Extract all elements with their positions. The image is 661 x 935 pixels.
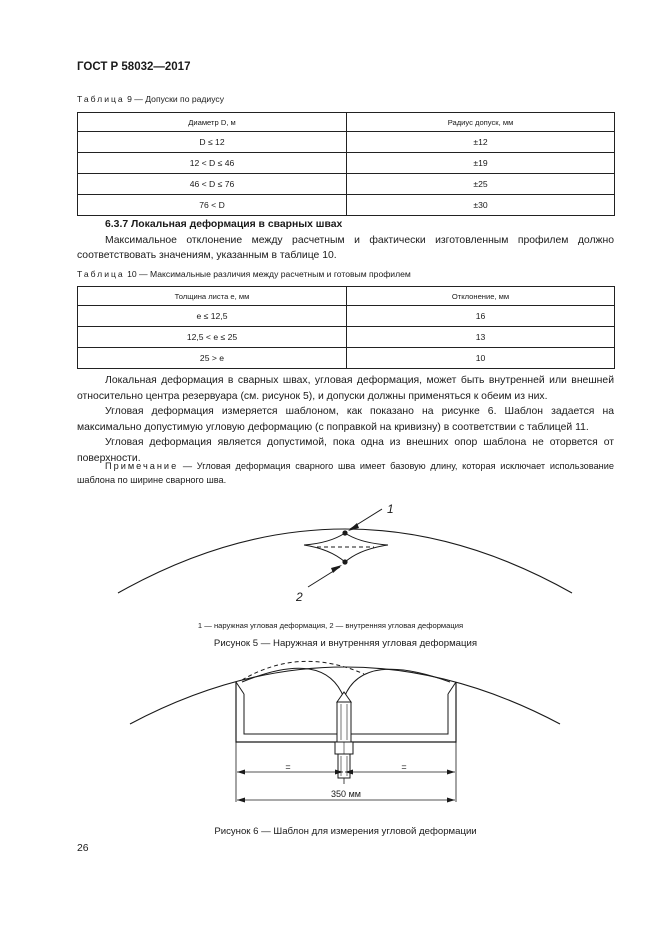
dimension-arrow	[237, 798, 245, 803]
inner-deformation-curve	[304, 545, 388, 562]
figure5-legend: 1 — наружная угловая деформация, 2 — внутренняя угловая деформация	[197, 621, 464, 630]
figure5-drawing	[0, 495, 661, 615]
section-block	[77, 217, 614, 264]
section-heading: 6.3.7 Локальная деформация в сварных швах	[105, 219, 343, 230]
pin-shaft	[338, 754, 350, 778]
table10-caption-word: Таблица	[77, 269, 125, 279]
figure5-label-1: 1	[387, 502, 394, 516]
table9-header-row	[78, 113, 615, 132]
note-word: Примечание	[105, 461, 179, 471]
section-paragraph: Максимальное отклонение между расчетным и фактически изготовленным профилем должно соответствовать значениям, указанным в таблице 10.	[77, 234, 614, 262]
dimension-equal-right: =	[401, 762, 407, 772]
dimension-arrow	[447, 770, 455, 775]
table10-header-row	[78, 287, 615, 306]
pin-tip	[337, 692, 351, 702]
table9-col1-header: Диаметр D, м	[78, 113, 347, 132]
table-row	[78, 348, 615, 369]
table-cell: ±30	[347, 195, 615, 216]
paragraph: Угловая деформация измеряется шаблоном, как показано на рисунке 6. Шаблон задается на максимально допустимую угловую деформацию (с поправкой на кривизну) в соответствии с таблицей 11.	[77, 406, 614, 433]
table10-col1-header: Толщина листа e, мм	[78, 287, 347, 306]
table-cell: 16	[347, 306, 615, 327]
paragraph: Угловая деформация является допустимой, пока одна из внешних опор шаблона не оторвется от поверхности.	[77, 437, 614, 464]
table-row	[78, 153, 615, 174]
table-cell: 46 < D ≤ 76	[78, 174, 347, 195]
table-cell: 12 < D ≤ 46	[78, 153, 347, 174]
table-cell: 76 < D	[78, 195, 347, 216]
standard-header: ГОСТ Р 58032—2017	[77, 61, 191, 73]
note	[77, 459, 614, 487]
table-row	[78, 306, 615, 327]
dimension-350-label: 350 мм	[331, 789, 361, 799]
theoretical-profile-dashed	[242, 661, 364, 680]
arrowhead-1	[348, 523, 359, 531]
table10-col2-header: Отклонение, мм	[347, 287, 615, 306]
dimension-equal-left: =	[285, 762, 291, 772]
dimension-arrow	[237, 770, 245, 775]
table-cell: D ≤ 12	[78, 132, 347, 153]
table10	[77, 286, 615, 369]
center-pin	[337, 702, 351, 742]
table-row	[78, 132, 615, 153]
table9-caption	[77, 94, 224, 104]
right-deformed-curve	[344, 669, 450, 698]
table-cell: 25 > e	[78, 348, 347, 369]
left-support-tip	[236, 682, 244, 694]
table-cell: 12,5 < e ≤ 25	[78, 327, 347, 348]
table9-caption-text: 9 — Допуски по радиусу	[127, 94, 225, 104]
note-text: — Угловая деформация сварного шва имеет базовую длину, которая исключает использование шаблона по ширине сварного шва.	[77, 461, 614, 485]
table9-col2-header: Радиус допуск, мм	[347, 113, 615, 132]
table-row	[78, 174, 615, 195]
table-row	[78, 327, 615, 348]
outer-deformation-point	[342, 530, 347, 535]
figure5-caption: Рисунок 5 — Наружная и внутренняя угловая деформация	[213, 638, 478, 649]
table10-caption-text: 10 — Максимальные различия между расчетным и готовым профилем	[127, 269, 411, 279]
right-support-tip	[448, 682, 456, 694]
figure6-drawing	[0, 660, 661, 810]
table-cell: 13	[347, 327, 615, 348]
table-cell: ±12	[347, 132, 615, 153]
table-cell: e ≤ 12,5	[78, 306, 347, 327]
table9-caption-word: Таблица	[77, 94, 125, 104]
table10-caption	[77, 269, 411, 279]
arrowhead-2	[331, 565, 342, 573]
body-text	[77, 373, 614, 467]
table-cell: ±19	[347, 153, 615, 174]
paragraph: Локальная деформация в сварных швах, угловая деформация, может быть внутренней или внешней относительно центра резервуара (см. рисунок 5), и допуски должны применяться к обеим из них.	[77, 375, 614, 402]
left-deformed-curve	[242, 668, 344, 698]
table9	[77, 112, 615, 216]
figure5-label-2: 2	[296, 590, 303, 604]
page-number: 26	[77, 843, 89, 854]
inner-deformation-point	[342, 559, 347, 564]
dimension-arrow	[447, 798, 455, 803]
figure6-caption: Рисунок 6 — Шаблон для измерения угловой деформации	[214, 826, 477, 837]
table-cell: 10	[347, 348, 615, 369]
table-cell: ±25	[347, 174, 615, 195]
table-row	[78, 195, 615, 216]
